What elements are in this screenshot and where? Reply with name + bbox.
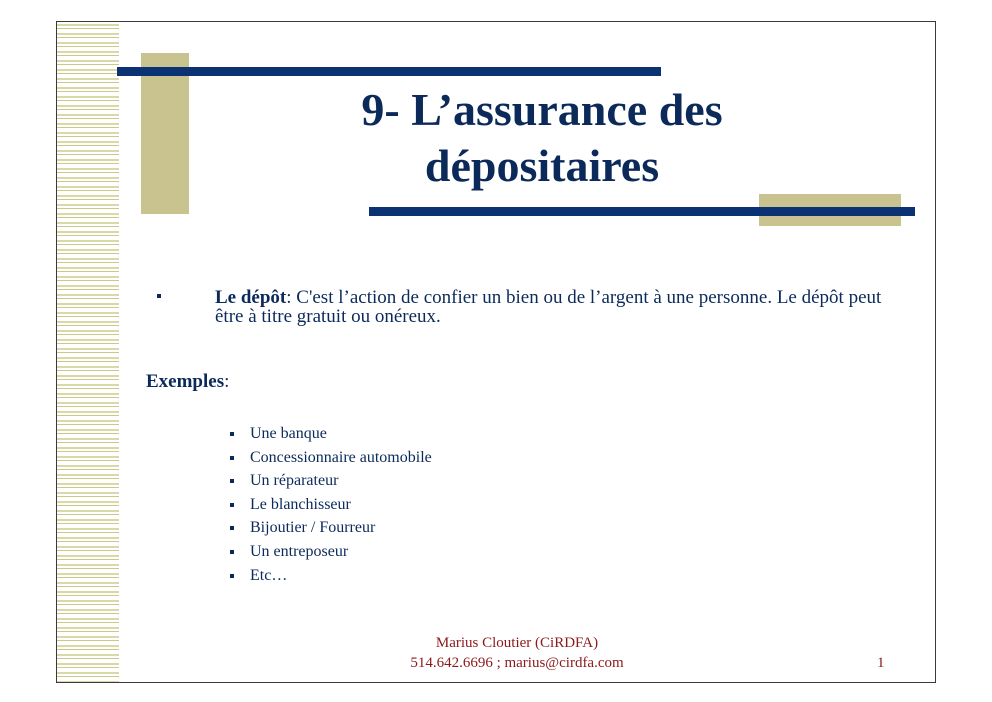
decor-bar-bottom (369, 207, 915, 216)
footer-author: Marius Cloutier (CiRDFA) (435, 635, 599, 651)
decor-bar-top (117, 67, 661, 76)
bullet-icon (230, 550, 234, 554)
page-number: 1 (877, 655, 885, 671)
bullet-icon (230, 574, 234, 578)
list-item-text: Un entreposeur (250, 542, 349, 560)
list-item (230, 516, 432, 540)
examples-heading-text: Exemples (146, 371, 225, 392)
examples-heading-colon: : (224, 371, 230, 392)
title-line-1: 9- L’assurance des (361, 84, 723, 135)
list-item (230, 540, 432, 564)
list-item (230, 446, 432, 470)
examples-heading (146, 371, 229, 393)
definition-text (215, 288, 897, 326)
bullet-icon (230, 456, 234, 460)
list-item-text: Concessionnaire automobile (250, 448, 432, 466)
examples-list (230, 422, 432, 587)
slide-footer (257, 633, 777, 673)
decor-block-top (141, 53, 189, 214)
bullet-icon (230, 479, 234, 483)
list-item-text: Etc… (250, 566, 288, 584)
list-item (230, 564, 432, 588)
bullet-icon (230, 526, 234, 530)
list-item-text: Un réparateur (250, 472, 339, 490)
definition-body: : C'est l’action de confier un bien ou de l’argent à une personne. Le dépôt peut être à titre gratuit ou onéreux. (215, 287, 882, 327)
footer-contact: 514.642.6696 ; marius@cirdfa.com (410, 655, 624, 671)
bullet-icon (230, 503, 234, 507)
list-item-text: Le blanchisseur (250, 495, 351, 513)
definition-term: Le dépôt (215, 287, 287, 308)
list-item-text: Une banque (250, 425, 327, 442)
decorative-stripes (57, 22, 119, 682)
list-item (230, 493, 432, 517)
definition-bullet (157, 288, 897, 326)
slide-title (257, 82, 827, 194)
bullet-icon (230, 432, 234, 436)
list-item-text: Bijoutier / Fourreur (250, 519, 376, 537)
list-item (230, 469, 432, 493)
bullet-icon (157, 294, 161, 298)
slide (56, 21, 936, 683)
list-item (230, 422, 432, 446)
title-line-2: dépositaires (424, 140, 660, 191)
